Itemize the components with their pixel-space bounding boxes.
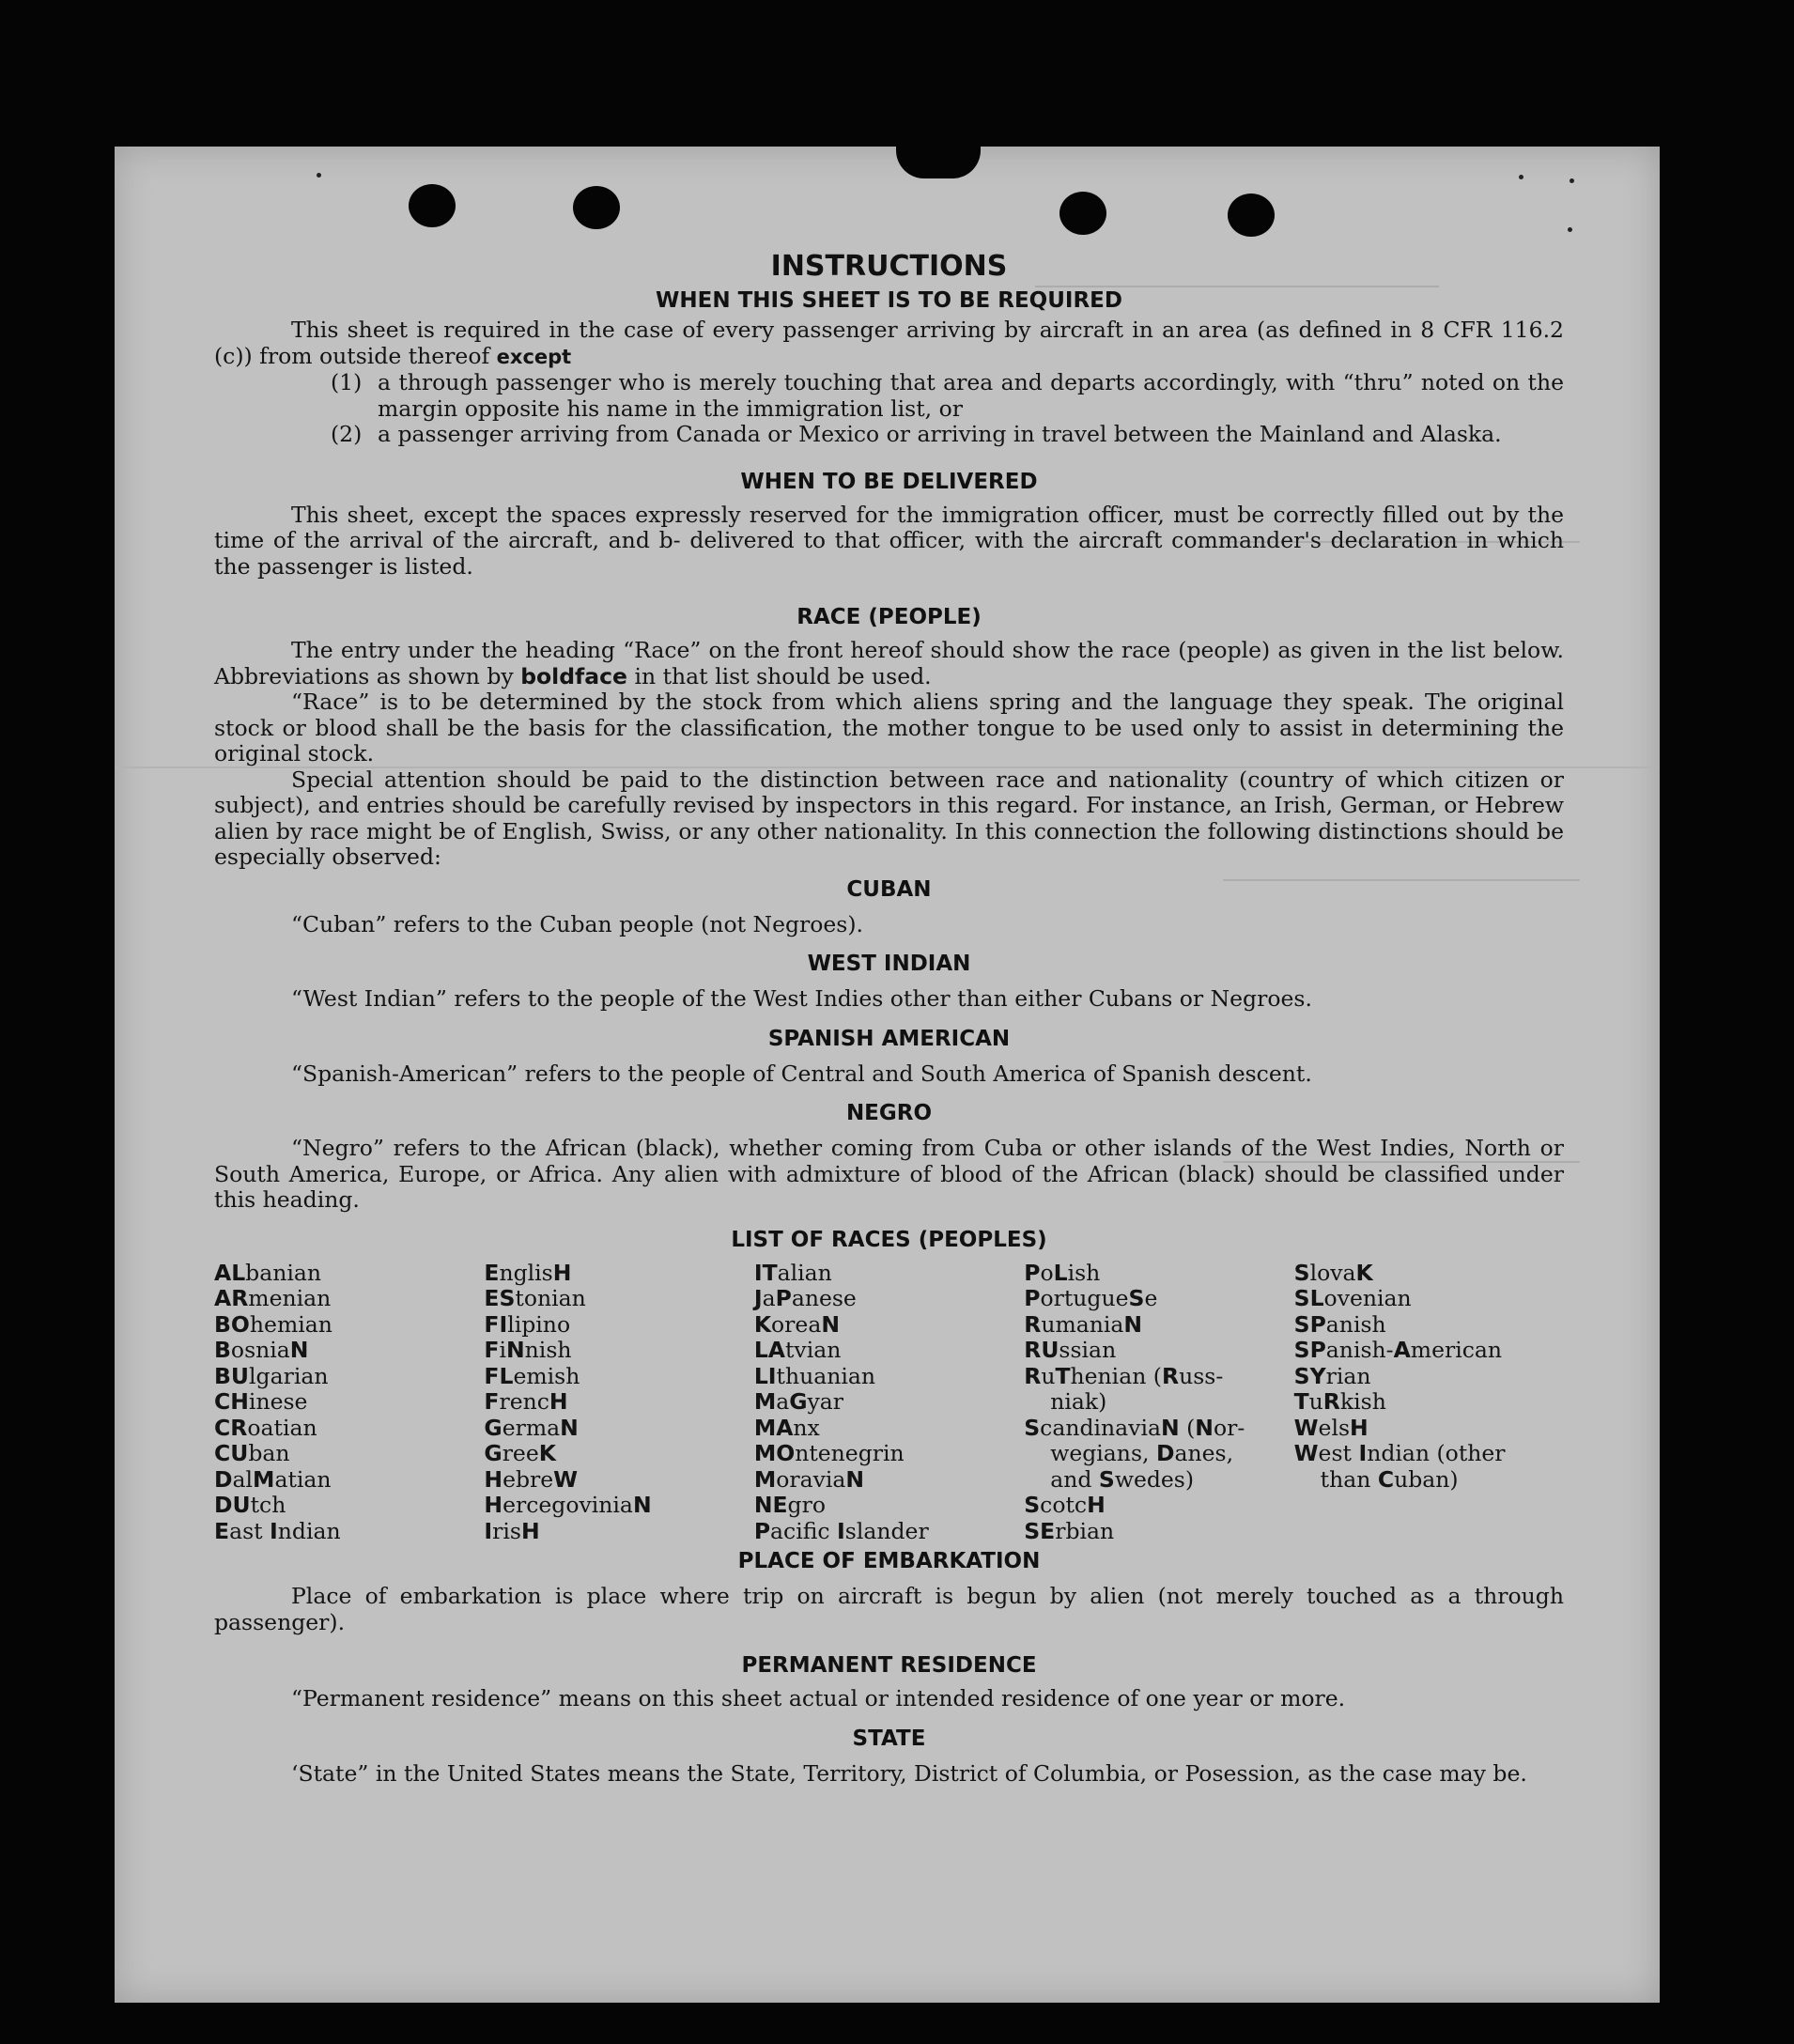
- state-text: ‘State” in the United States means the State, Territory, District of Columbia, or Posession, as the case may be.: [291, 1759, 1527, 1787]
- when-required-intro: This sheet is required in the case of every passenger arriving by aircraft in an area (as defined in 8 CFR 116.2 (c)) from outside thereof except: [214, 317, 1564, 369]
- race-entry: DUtch: [214, 1492, 286, 1518]
- race-entry: SPanish-American: [1293, 1337, 1503, 1363]
- race-entry: SPanish: [1293, 1310, 1386, 1338]
- race-entry: LIthuanian: [753, 1362, 876, 1389]
- negro-text: “Negro” refers to the African (black), whether coming from Cuba or other islands of the West Indies, North or South America, Europe, or Africa. Any alien with admixture of blood of the African (black) should be classified under this heading.: [214, 1135, 1564, 1213]
- race-paragraph-3: Special attention should be paid to the distinction between race and nationality (country of which citizen or subject), and entries should be carefully revised by inspectors in this regard. For instance, an Irish, German, or Hebrew alien by race might be of English, Swiss, or any other nationality. In this connection the following distinctions should be especially observed:: [214, 766, 1564, 870]
- race-entry: PoLish: [1024, 1259, 1101, 1286]
- punch-hole: [1059, 192, 1106, 235]
- spanish-american-text: “Spanish-American” refers to the people of Central and South America of Spanish descent.: [291, 1060, 1312, 1087]
- race-entry: MOntenegrin: [753, 1440, 905, 1466]
- race-entry: MaGyar: [753, 1388, 844, 1415]
- race-entry: than Cuban): [1320, 1465, 1459, 1493]
- race-entry: BOhemian: [214, 1310, 333, 1338]
- cuban-text: “Cuban” refers to the Cuban people (not Negroes).: [291, 910, 864, 937]
- when-delivered-text: This sheet, except the spaces expressly reserved for the immigration officer, must be correctly filled out by the time of the arrival of the aircraft, and b‐ delivered to that officer, with the aircraft commander's declaration in which the passenger is listed.: [214, 501, 1564, 580]
- exception-list: [331, 370, 1564, 448]
- race-entry: DalMatian: [214, 1465, 332, 1493]
- section-heading-west-indian: WEST INDIAN: [807, 952, 971, 976]
- race-entry: MAnx: [753, 1414, 820, 1441]
- punch-hole: [1228, 194, 1275, 237]
- race-entry: ScotcH: [1024, 1492, 1106, 1518]
- race-entry: HebreW: [484, 1465, 579, 1493]
- races-column: [1294, 1261, 1564, 1545]
- race-entry: BUlgarian: [214, 1362, 329, 1389]
- race-entry: ITalian: [753, 1259, 832, 1286]
- race-entry: FiNnish: [484, 1337, 572, 1363]
- race-entry: Pacific Islander: [753, 1517, 929, 1544]
- race-entry: West Indian (other: [1293, 1440, 1506, 1466]
- races-list: [214, 1261, 1564, 1545]
- race-entry: TuRkish: [1293, 1388, 1386, 1415]
- race-entry: ALbanian: [214, 1259, 322, 1286]
- race-entry: FIlipino: [484, 1310, 571, 1338]
- races-column: [484, 1261, 753, 1545]
- race-entry: EStonian: [484, 1285, 586, 1311]
- race-entry: GermaN: [484, 1414, 579, 1441]
- race-entry: EnglisH: [484, 1259, 572, 1286]
- race-entry: RUssian: [1024, 1337, 1117, 1363]
- section-heading-when-required: WHEN THIS SHEET IS TO BE REQUIRED: [656, 288, 1122, 313]
- section-heading-residence: PERMANENT RESIDENCE: [741, 1653, 1037, 1678]
- race-entry: IrisH: [484, 1517, 540, 1544]
- race-entry: BosniaN: [214, 1337, 309, 1363]
- race-paragraph-2: “Race” is to be determined by the stock from which aliens spring and the language they speak. The original stock or blood shall be the basis for the classification, the mother tongue to be used only to assist in determining the original stock.: [214, 689, 1564, 766]
- race-entry: SLovenian: [1293, 1285, 1412, 1311]
- section-heading-when-delivered: WHEN TO BE DELIVERED: [740, 469, 1038, 494]
- race-entry: East Indian: [214, 1517, 341, 1544]
- page-title: INSTRUCTIONS: [770, 250, 1008, 283]
- race-entry: WelsH: [1293, 1414, 1369, 1441]
- section-heading-list-of-races: LIST OF RACES (PEOPLES): [731, 1227, 1047, 1252]
- race-entry: MoraviaN: [753, 1465, 865, 1493]
- races-column: [754, 1261, 1024, 1545]
- race-entry: RumaniaN: [1024, 1310, 1143, 1338]
- list-item: (1) a through passenger who is merely touching that area and departs accordingly, with “thru” noted on the margin opposite his name in the immigration list, or: [331, 369, 1564, 422]
- speck: [317, 173, 321, 178]
- race-entry: ScandinaviaN (Nor-: [1024, 1414, 1245, 1441]
- race-entry: KoreaN: [753, 1310, 841, 1338]
- section-heading-embarkation: PLACE OF EMBARKATION: [737, 1549, 1041, 1573]
- race-entry: niak): [1050, 1388, 1107, 1415]
- race-entry: FLemish: [484, 1362, 580, 1389]
- race-entry: HercegoviniaN: [484, 1492, 652, 1518]
- embarkation-text: Place of embarkation is place where trip on aircraft is begun by alien (not merely touched as a through passenger).: [214, 1583, 1564, 1635]
- west-indian-text: “West Indian” refers to the people of the West Indies other than either Cubans or Negroes.: [291, 985, 1312, 1012]
- punch-hole: [409, 184, 456, 227]
- race-paragraph-1: The entry under the heading “Race” on the front hereof should show the race (people) as given in the list below. Abbreviations as shown by boldface in that list should be used.: [214, 637, 1564, 689]
- race-entry: SErbian: [1024, 1517, 1115, 1544]
- race-entry: GreeK: [484, 1440, 556, 1466]
- race-entry: FrencH: [484, 1388, 568, 1415]
- punch-hole: [573, 186, 620, 229]
- race-entry: ARmenian: [214, 1285, 332, 1311]
- race-entry: wegians, Danes,: [1050, 1440, 1234, 1466]
- speck: [1570, 178, 1574, 183]
- list-item: (2) a passenger arriving from Canada or Mexico or arriving in travel between the Mainland and Alaska.: [331, 421, 1502, 447]
- instructions-content: [214, 250, 1564, 1787]
- races-column: [1024, 1261, 1293, 1545]
- race-entry: CUban: [214, 1440, 290, 1466]
- document-sheet: [115, 147, 1660, 2003]
- section-heading-spanish-american: SPANISH AMERICAN: [767, 1026, 1011, 1051]
- race-entry: NEgro: [753, 1492, 826, 1518]
- speck: [1519, 175, 1523, 179]
- race-entry: CHinese: [214, 1388, 308, 1415]
- speck: [1568, 227, 1572, 232]
- torn-notch: [896, 147, 981, 178]
- race-entry: and Swedes): [1050, 1465, 1195, 1493]
- race-entry: LAtvian: [753, 1337, 842, 1363]
- section-heading-state: STATE: [852, 1726, 926, 1751]
- section-heading-race: RACE (PEOPLE): [796, 605, 982, 629]
- race-entry: CRoatian: [214, 1414, 317, 1441]
- race-entry: SYrian: [1293, 1362, 1371, 1389]
- residence-text: “Permanent residence” means on this sheet actual or intended residence of one year or more.: [291, 1685, 1346, 1711]
- section-heading-cuban: CUBAN: [846, 876, 932, 902]
- race-entry: JaPanese: [753, 1285, 857, 1311]
- section-heading-negro: NEGRO: [845, 1101, 933, 1125]
- race-entry: PortugueSe: [1024, 1285, 1158, 1311]
- race-entry: RuThenian (Russ-: [1024, 1362, 1224, 1389]
- races-column: [214, 1261, 484, 1545]
- race-entry: SlovaK: [1293, 1259, 1373, 1286]
